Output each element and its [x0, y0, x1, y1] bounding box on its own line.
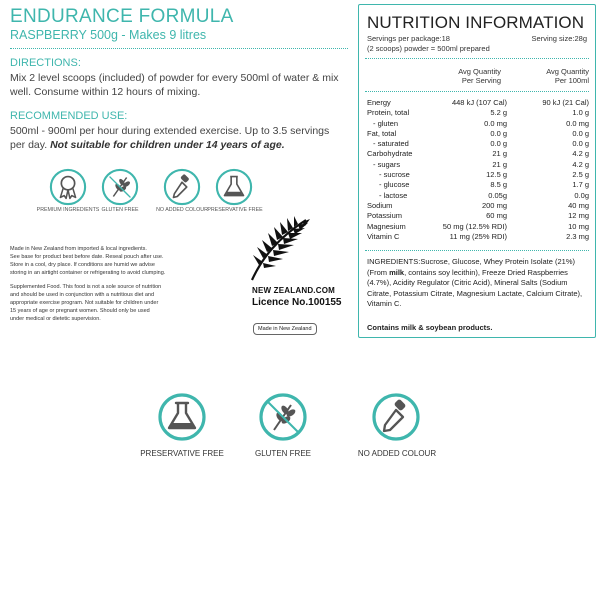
flask-icon: [157, 392, 207, 442]
fine-print-line: Made in New Zealand from imported & local ingredients.: [10, 246, 147, 252]
scoop-note: (2 scoops) powder = 500ml prepared: [367, 44, 490, 53]
nutrition-row: [367, 139, 589, 149]
column-header-line: Per 100ml: [554, 76, 589, 85]
column-header-line: Avg Quantity: [458, 67, 501, 76]
fine-print-line: Supplemented Food. This food is not a sole source of nutrition: [10, 284, 162, 290]
small-icon-label: NO ADDED COLOUR: [156, 207, 208, 213]
nz-licence-text: Licence No.100155: [252, 297, 342, 308]
fine-print-line: See base for product best before date. Reseal pouch after use.: [10, 254, 164, 260]
fine-print-line: storing in an airtight container or refrigerating to avoid clumping.: [10, 270, 166, 276]
nutrition-row: [367, 170, 589, 180]
per-serving-value: 8.5 g: [490, 180, 507, 190]
nutrient-label: Magnesium: [367, 221, 406, 231]
dropper-icon: [371, 392, 421, 442]
nutrition-title: NUTRITION INFORMATION: [367, 13, 585, 32]
nutrition-row: [367, 191, 589, 201]
per-100ml-value: 0.0 g: [572, 128, 589, 138]
nutrition-row: [367, 232, 589, 242]
ingredients-allergen: milk: [389, 267, 405, 277]
per-serving-value: 0.0 mg: [484, 118, 507, 128]
fine-print-line: under medical or dietetic supervision.: [10, 316, 101, 322]
nutrition-row: [367, 108, 589, 118]
product-subtitle: RASPBERRY 500g - Makes 9 litres: [10, 28, 207, 42]
nutrition-row: [367, 98, 589, 108]
fine-print-line: appropriate exercise program. Not suitable for children under: [10, 300, 159, 306]
allergen-statement: Contains milk & soybean products.: [367, 323, 493, 332]
nutrition-row: [367, 149, 589, 159]
ingredients-text: [367, 257, 591, 310]
column-header-line: Per Serving: [461, 76, 501, 85]
servings-per-package: Servings per package:18: [367, 34, 450, 43]
age-warning: Not suitable for children under 14 years of age.: [50, 139, 285, 151]
product-title: ENDURANCE FORMULA: [10, 6, 234, 27]
per-serving-value: 12.5 g: [486, 170, 507, 180]
per-serving-value: 11 mg (25% RDI): [449, 231, 507, 241]
small-icon-label: PREMIUM INGREDIENTS: [36, 207, 100, 213]
column-header-100ml: [531, 67, 589, 85]
made-in-nz-badge: Made in New Zealand: [253, 323, 317, 335]
serving-size: Serving size:28g: [531, 34, 587, 43]
per-serving-value: 60 mg: [486, 211, 507, 221]
nutrient-label: Fat, total: [367, 128, 397, 138]
per-100ml-value: 10 mg: [568, 221, 589, 231]
per-serving-value: 5.2 g: [490, 108, 507, 118]
fine-print: [10, 245, 242, 323]
per-serving-value: 0.0 g: [490, 139, 507, 149]
per-100ml-value: 2.5 g: [572, 170, 589, 180]
nutrition-row: [367, 180, 589, 190]
wheat-icon: [101, 168, 139, 206]
small-icon-label: GLUTEN FREE: [101, 207, 139, 213]
per-serving-value: 21 g: [492, 159, 507, 169]
per-serving-value: 0.0 g: [490, 128, 507, 138]
nutrient-label: - sucrose: [379, 170, 410, 180]
small-icon-label: PRESERVATIVE FREE: [207, 207, 263, 213]
per-100ml-value: 40 mg: [568, 200, 589, 210]
nutrition-row: [367, 201, 589, 211]
per-serving-value: 50 mg (12.5% RDI): [442, 221, 507, 231]
per-100ml-value: 2.3 mg: [566, 231, 589, 241]
ingredients-pre: Sucrose, Glucose, Whey Protein Isolate (21%) (From: [367, 257, 575, 277]
nutrient-label: - glucose: [379, 180, 410, 190]
ingredients-post: , contains soy lecithin), Freeze Dried Raspberries (4.7%), Acidity Regulator (Citric Acid), Mineral Salts (Sodium Citrate, Potassium Citrate, Magnesium Lactate, Calcium Citrate), Vitamin C.: [367, 267, 583, 309]
per-serving-value: 200 mg: [481, 200, 507, 210]
nutrition-table: [367, 98, 589, 242]
nutrient-label: Carbohydrate: [367, 149, 413, 159]
nutrient-label: - saturated: [373, 139, 409, 149]
nutrition-row: [367, 129, 589, 139]
fine-print-line: Store in a cool, dry place. If conditions are humid we advise: [10, 262, 155, 268]
divider: [365, 58, 589, 59]
nutrient-label: - gluten: [373, 118, 399, 128]
nutrition-row: [367, 222, 589, 232]
nutrition-panel: [358, 4, 596, 338]
big-icon-label: GLUTEN FREE: [254, 449, 311, 458]
nutrition-row: [367, 119, 589, 129]
nutrient-label: Vitamin C: [367, 231, 400, 241]
recommended-text: [10, 124, 340, 152]
nutrient-label: Protein, total: [367, 108, 410, 118]
fine-print-line: 15 years of age or pregnant women. Should only be used: [10, 308, 150, 314]
nutrient-label: Potassium: [367, 211, 403, 221]
directions-heading: DIRECTIONS:: [10, 57, 81, 69]
big-icon-label: NO ADDED COLOUR: [357, 449, 437, 458]
per-100ml-value: 12 mg: [568, 211, 589, 221]
per-serving-value: 0.05g: [488, 190, 507, 200]
per-100ml-value: 4.2 g: [572, 159, 589, 169]
flask-icon: [215, 168, 253, 206]
nutrient-label: Energy: [367, 98, 391, 107]
ribbon-icon: [49, 168, 87, 206]
ingredients-label: INGREDIENTS:: [367, 257, 421, 266]
per-100ml-value: 0.0 g: [572, 139, 589, 149]
per-100ml-value: 90 kJ (21 Cal): [542, 98, 589, 107]
fine-print-line: and should be used in conjunction with a nutritious diet and: [10, 292, 155, 298]
divider: [365, 91, 589, 92]
nz-brand-text: NEW ZEALAND.COM: [252, 286, 335, 295]
fern-logo-icon: [248, 214, 312, 284]
per-100ml-value: 0.0 mg: [566, 118, 589, 128]
nutrition-row: [367, 211, 589, 221]
per-serving-value: 448 kJ (107 Cal): [451, 98, 507, 107]
directions-text: Mix 2 level scoops (included) of powder for every 500ml of water & mix well. Consume within 12 hours of mixing.: [10, 72, 339, 98]
nutrient-label: - lactose: [379, 190, 408, 200]
nutrition-row: [367, 160, 589, 170]
column-header-serving: [445, 67, 501, 85]
nutrient-label: Sodium: [367, 200, 393, 210]
nutrient-label: - sugars: [373, 159, 401, 169]
big-icon-label: PRESERVATIVE FREE: [140, 449, 224, 458]
per-serving-value: 21 g: [492, 149, 507, 159]
divider: [365, 250, 589, 251]
per-100ml-value: 4.2 g: [572, 149, 589, 159]
recommended-body: 500ml - 900ml per hour during extended exercise. Up to 3.5 servings per day.: [10, 125, 330, 151]
wheat-icon: [258, 392, 308, 442]
column-header-line: Avg Quantity: [546, 67, 589, 76]
divider: [10, 48, 348, 49]
dropper-icon: [163, 168, 201, 206]
per-100ml-value: 1.0 g: [572, 108, 589, 118]
per-100ml-value: 1.7 g: [572, 180, 589, 190]
per-100ml-value: 0.0g: [574, 190, 589, 200]
recommended-heading: RECOMMENDED USE:: [10, 110, 128, 122]
